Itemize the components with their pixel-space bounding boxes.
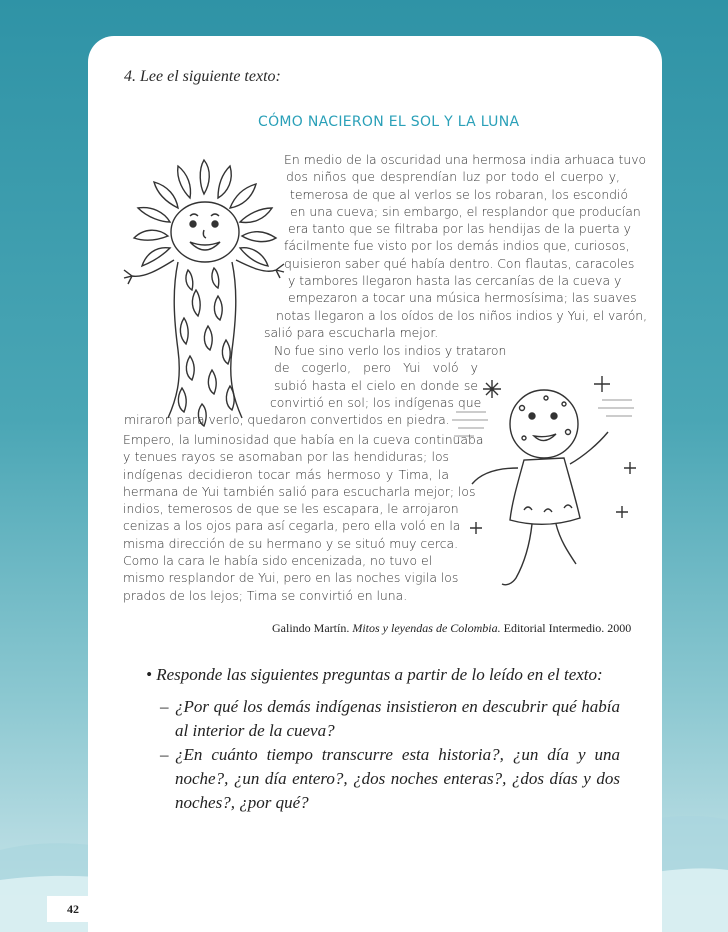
story-line: prados de los lejos; Tima se convirtió en luna. [123, 587, 408, 603]
story-line: indígenas decidieron tocar más hermoso y Tima, la [123, 466, 449, 482]
citation-publisher: Editorial Intermedio. 2000 [503, 621, 632, 635]
page-number: 42 [47, 896, 105, 922]
story-line: dos niños que desprendían luz por todo el cuerpo y, [286, 169, 620, 185]
story-line: en una cueva; sin embargo, el resplandor que producían [290, 203, 641, 219]
story-line: salió para escucharla mejor. [264, 324, 439, 340]
question-text: ¿En cuánto tiempo transcurre esta historia?, ¿un día y una noche?, ¿un día entero?, ¿dos noches enteras?, ¿dos días y dos noches?, ¿por qué? [175, 745, 620, 812]
story-paragraph-3 [123, 431, 484, 604]
question-dash: – [160, 697, 169, 716]
sun-illustration [118, 150, 290, 430]
story-line: mismo resplandor de Yui, pero en las noches vigila los [123, 570, 459, 586]
citation [272, 621, 631, 636]
question-1 [160, 695, 620, 743]
story-line: hermana de Yui también salió para escucharla mejor; los [123, 483, 476, 499]
citation-book: Mitos y leyendas de Colombia. [352, 621, 501, 635]
story-line: era tanto que se filtraba por las hendijas de la puerta y [288, 221, 631, 237]
story-line: y tenues rayos se asomaban por las hendiduras; los [123, 449, 449, 465]
story-line: y tambores llegaron hasta las cercanías de la cueva y [288, 273, 622, 289]
story-line: misma dirección de su hermano y se situó muy cerca. [123, 535, 459, 551]
story-line: indios, temerosos de que se les escapara, le arrojaron [123, 501, 459, 517]
story-line: temerosa de que al verlos se los robaran, los escondió [290, 186, 629, 202]
story-paragraph-1 [264, 151, 648, 341]
story-line: quisieron saber qué había dentro. Con flautas, caracoles [284, 255, 635, 271]
question-dash: – [160, 745, 169, 764]
story-line: subió hasta el cielo en donde se [274, 377, 478, 393]
question-2 [160, 743, 620, 815]
citation-author: Galindo Martín. [272, 621, 350, 635]
story-line: No fue sino verlo los indios y trataron [274, 343, 507, 358]
story-line: de cogerlo, pero Yui voló y [274, 360, 478, 376]
story-line: En medio de la oscuridad una hermosa india arhuaca tuvo [284, 152, 647, 167]
story-line: miraron para verlo, quedaron convertidos en piedra. [124, 412, 450, 428]
story-line: empezaron a tocar una música hermosísima; las suaves [288, 290, 637, 306]
story-line: Como la cara le había sido encenizada, no tuvo el [123, 553, 433, 569]
story-line: Empero, la luminosidad que había en la cueva continuaba [123, 432, 484, 447]
question-text: ¿Por qué los demás indígenas insistieron en descubrir qué había al interior de la cueva? [175, 697, 620, 740]
story-line: cenizas a los ojos para así cegarla, pero ella voló en la [123, 518, 461, 534]
story-line: notas llegaron a los oídos de los niños indios y Yui, el varón, [276, 307, 648, 323]
exercise-heading: 4. Lee el siguiente texto: [124, 68, 281, 85]
story-title: CÓMO NACIERON EL SOL Y LA LUNA [258, 114, 520, 130]
story-line: fácilmente fue visto por los demás indios que, curiosos, [284, 238, 630, 254]
questions-intro: • Responde las siguientes preguntas a partir de lo leído en el texto: [146, 665, 603, 684]
story-line: convirtió en sol; los indígenas que [270, 394, 482, 410]
story-paragraph-2 [124, 342, 507, 428]
